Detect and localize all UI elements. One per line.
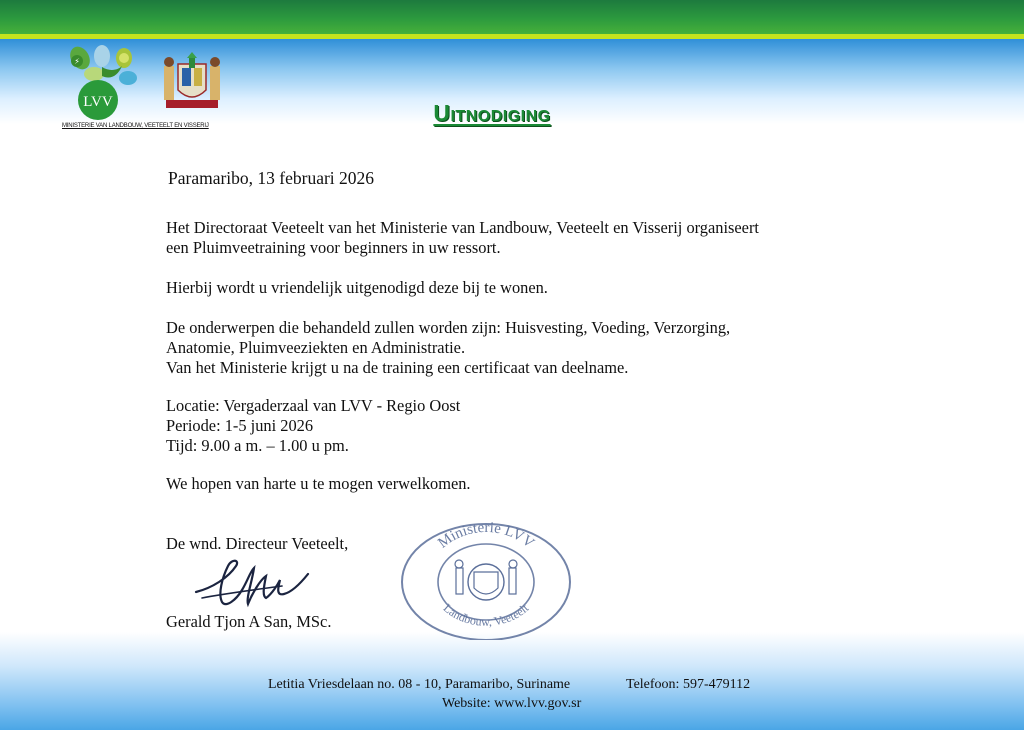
- footer-address: Letitia Vriesdelaan no. 08 - 10, Paramaribo, Suriname: [268, 677, 571, 692]
- paragraph-3-line-3: Van het Ministerie krijgt u na de training een certificaat van deelname.: [166, 358, 629, 377]
- lvv-logo: [62, 42, 146, 124]
- stamp-bottom-text: Landbouw, Veeteelt: [440, 600, 532, 629]
- ministry-stamp: [398, 516, 574, 640]
- svg-text:Ministerie LVV: [435, 520, 537, 552]
- paragraph-1-line-1: Het Directoraat Veeteelt van het Ministerie van Landbouw, Veeteelt en Visserij organiseert: [166, 218, 759, 237]
- event-time: Tijd: 9.00 a m. – 1.00 u pm.: [166, 436, 349, 455]
- event-location: Locatie: Vergaderzaal van LVV - Regio Oost: [166, 396, 461, 415]
- footer-website: Website: www.lvv.gov.sr: [442, 696, 582, 711]
- closing-line: We hopen van harte u te mogen verwelkomen.: [166, 474, 471, 493]
- coat-of-arms-logo: [160, 52, 224, 112]
- lvv-logo-text: LVV: [83, 94, 113, 110]
- signoff-line: De wnd. Directeur Veeteelt,: [166, 534, 349, 553]
- event-period: Periode: 1-5 juni 2026: [166, 416, 314, 435]
- paragraph-2: Hierbij wordt u vriendelijk uitgenodigd deze bij te wonen.: [166, 278, 548, 297]
- stamp-top-text: Ministerie LVV: [435, 519, 537, 552]
- handwritten-signature: [192, 554, 312, 614]
- footer-phone: Telefoon: 597-479112: [626, 677, 751, 692]
- svg-text:Landbouw, Veeteelt: [441, 601, 532, 629]
- paragraph-3-line-1: De onderwerpen die behandeld zullen worden zijn: Huisvesting, Voeding, Verzorging,: [166, 318, 731, 337]
- ministry-caption: MINISTERIE VAN LANDBOUW, VEETEELT EN VISSERIJ: [62, 123, 209, 129]
- letter-date: Paramaribo, 13 februari 2026: [168, 168, 375, 188]
- paragraph-1-line-2: een Pluimveetraining voor beginners in uw ressort.: [166, 238, 501, 257]
- header-green-band: [0, 0, 1024, 34]
- signatory-name: Gerald Tjon A San, MSc.: [166, 612, 332, 631]
- svg-text:⚡: ⚡: [74, 57, 80, 66]
- page-title: Uitnodiging: [433, 100, 551, 126]
- paragraph-3-line-2: Anatomie, Pluimveeziekten en Administratie.: [166, 338, 466, 357]
